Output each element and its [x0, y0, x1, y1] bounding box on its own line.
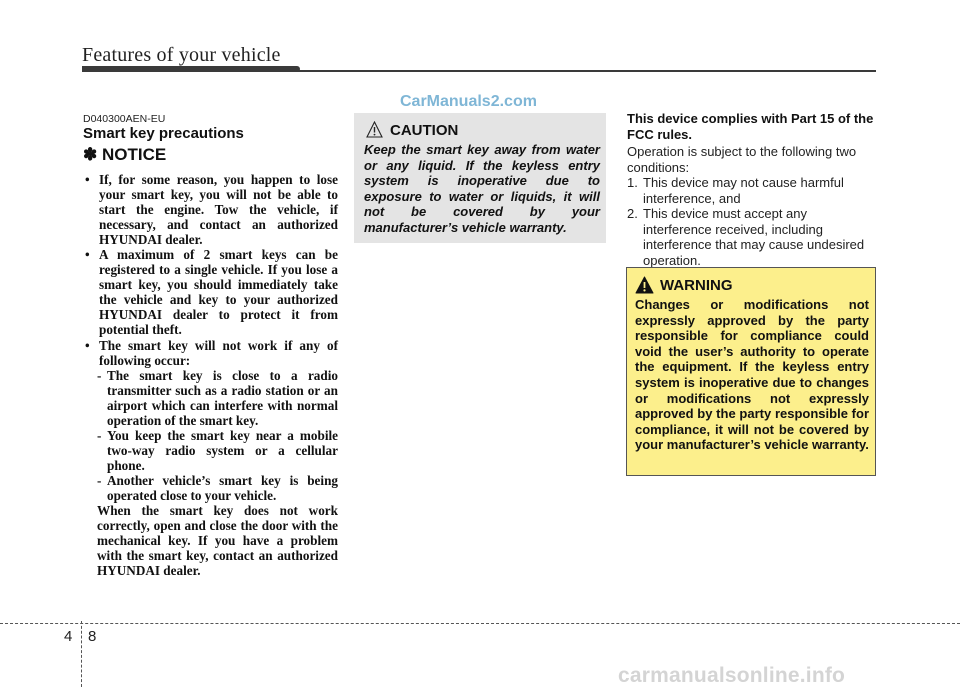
- page-header-title: Features of your vehicle: [82, 44, 281, 66]
- section-code: D040300AEN-EU: [83, 113, 166, 125]
- fcc-condition: [627, 175, 877, 206]
- notice-bullet: • The smart key will not work if any of following occur:: [85, 337, 338, 368]
- notice-title: NOTICE: [101, 145, 167, 164]
- header-rule-thick: [82, 66, 300, 72]
- notice-sub-text: You keep the smart key near a mobile two-way radio system or a cellular phone.: [107, 427, 338, 473]
- notice-sub-item: - You keep the smart key near a mobile two-way radio system or a cellular phone.: [97, 427, 338, 473]
- warning-triangle-icon: [635, 276, 654, 294]
- footer-divider: [81, 621, 82, 687]
- fcc-intro: Operation is subject to the following two conditions:: [627, 144, 857, 175]
- notice-sub-text: Another vehicle’s smart key is being operated close to your vehicle.: [107, 472, 338, 503]
- fcc-body: [627, 144, 877, 268]
- warning-text: Changes or modifications not expressly approved by the party responsible for compliance could void the user’s authority to operate the equipment. If the keyless entry system is inoperative due to changes or modifications not expressly approved by the party responsible for compliance, it will not be covered by your manufacturer’s vehicle warranty.: [635, 297, 869, 453]
- fcc-condition-num: 2.: [627, 206, 638, 221]
- fcc-condition-text: This device must accept any interference received, including interference that may cause undesired operation.: [643, 206, 865, 268]
- fcc-condition-text: This device may not cause harmful interference, and: [643, 175, 844, 206]
- fcc-condition-num: 1.: [627, 175, 638, 190]
- notice-bullet: • A maximum of 2 smart keys can be registered to a single vehicle. If you lose a smart key, you should immediately take the vehicle and key to your authorized HYUNDAI dealer to protect it from potential theft.: [85, 247, 338, 338]
- warning-title: WARNING: [660, 277, 733, 294]
- fcc-condition: [627, 206, 877, 268]
- notice-closing: When the smart key does not work correctly, open and close the door with the mechanical key. If you have a problem with the smart key, contact an authorized HYUNDAI dealer.: [97, 503, 338, 579]
- notice-sub-item: - The smart key is close to a radio transmitter such as a radio station or an airport which can interfere with normal operation of the smart key.: [97, 367, 338, 428]
- notice-body: [83, 172, 338, 578]
- watermark-top: CarManuals2.com: [400, 93, 537, 110]
- watermark-bottom: carmanualsonline.info: [618, 664, 846, 687]
- page-number: 8: [88, 628, 97, 645]
- page-chapter-number: 4: [64, 628, 73, 645]
- caution-text: Keep the smart key away from water or any liquid. If the keyless entry system is inoperative due to exposure to water or liquids, it will not be covered by your manufacturer’s vehicle warranty.: [364, 142, 600, 235]
- footer-rule: [0, 623, 960, 624]
- header-rule-thin: [296, 70, 876, 72]
- notice-bullet-text: The smart key will not work if any of following occur:: [99, 337, 338, 368]
- notice-symbol: ✽: [83, 145, 98, 164]
- notice-sub-text: The smart key is close to a radio transmitter such as a radio station or an airport which can interfere with normal operation of the smart key.: [107, 367, 338, 428]
- caution-triangle-icon: [366, 121, 383, 138]
- notice-bullet: • If, for some reason, you happen to lose your smart key, you will not be able to start the engine. Tow the vehicle, if necessary, and contact an authorized HYUNDAI dealer.: [85, 172, 338, 248]
- notice-heading: [83, 145, 166, 165]
- fcc-heading: This device complies with Part 15 of the FCC rules.: [627, 111, 874, 142]
- caution-title: CAUTION: [390, 122, 459, 139]
- section-title: Smart key precautions: [83, 125, 244, 142]
- notice-sub-item: - Another vehicle’s smart key is being operated close to your vehicle.: [97, 472, 338, 503]
- notice-bullet-text: If, for some reason, you happen to lose your smart key, you will not be able to start the engine. Tow the vehicle, if necessary, and contact an authorized HYUNDAI dealer.: [99, 172, 338, 248]
- notice-bullet-text: A maximum of 2 smart keys can be registered to a single vehicle. If you lose a smart key, you should immediately take the vehicle and key to your authorized HYUNDAI dealer to protect it from potential theft.: [99, 247, 338, 338]
